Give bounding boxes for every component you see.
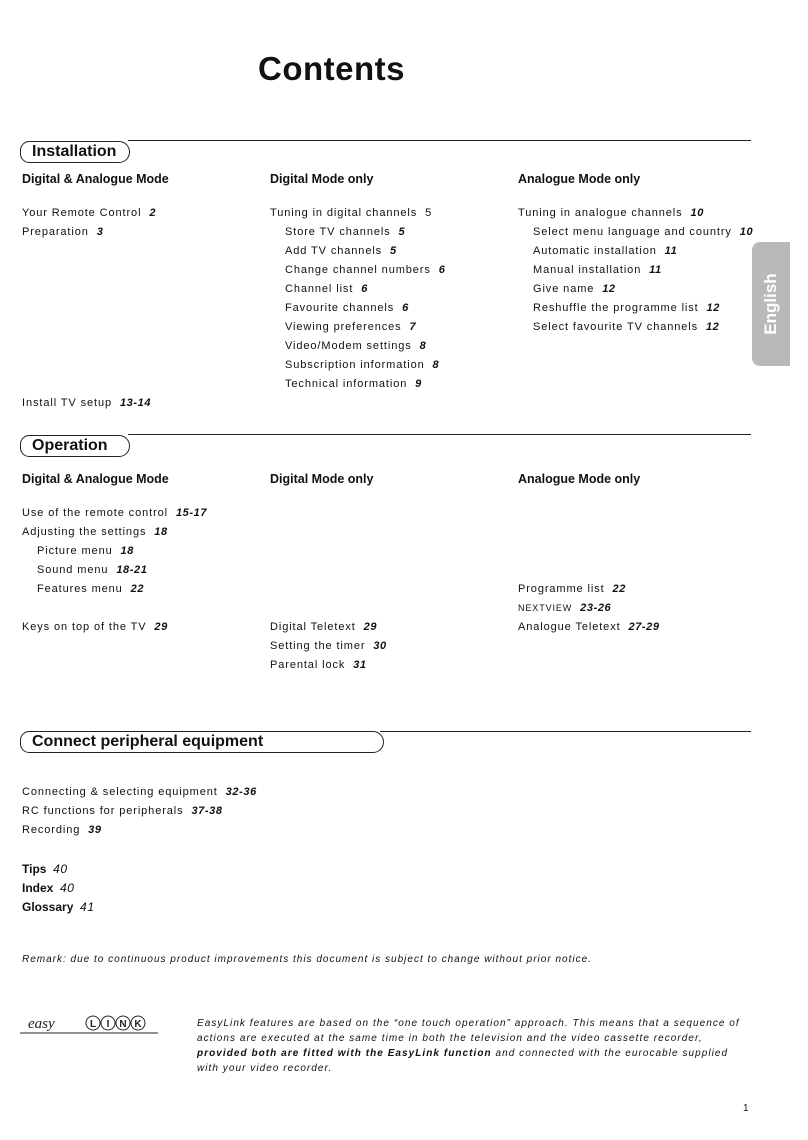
column-header: Digital & Analogue Mode (22, 472, 169, 486)
list-item: Select favourite TV channels 12 (533, 321, 720, 333)
list-item: Connecting & selecting equipment 32-36 (22, 786, 257, 798)
svg-text:I: I (106, 1019, 110, 1030)
svg-text:L: L (89, 1019, 97, 1030)
list-item: Manual installation 11 (533, 264, 662, 276)
column-header: Analogue Mode only (518, 472, 641, 486)
list-item: Tuning in digital channels 5 (270, 207, 433, 219)
section-rule (128, 434, 751, 435)
list-item: Features menu 22 (37, 583, 145, 595)
list-item: Add TV channels 5 (285, 245, 397, 257)
list-item: Favourite channels 6 (285, 302, 409, 314)
list-item: Subscription information 8 (285, 359, 440, 371)
list-item: Video/Modem settings 8 (285, 340, 427, 352)
list-item: Recording 39 (22, 824, 102, 836)
section-heading-installation: Installation (20, 141, 130, 163)
list-item: Change channel numbers 6 (285, 264, 446, 276)
list-item: Install TV setup 13-14 (22, 397, 152, 409)
column-header: Analogue Mode only (518, 172, 641, 186)
list-item: Give name 12 (533, 283, 616, 295)
section-rule (380, 731, 751, 732)
list-item: Use of the remote control 15-17 (22, 507, 208, 519)
svg-text:easy: easy (28, 1016, 55, 1032)
list-item: Adjusting the settings 18 (22, 526, 168, 538)
easylink-description: EasyLink features are based on the “one touch operation” approach. This means that a sequence of actions are executed at the same time in both the television and the video cassette recorder, provided both are fitted with the EasyLink function and connected with the eurocable supplied with your video recorder. (197, 1018, 740, 1074)
section-heading-peripheral: Connect peripheral equipment (20, 731, 384, 753)
column-header: Digital Mode only (270, 172, 374, 186)
svg-text:N: N (119, 1019, 127, 1030)
language-tab-label: English (761, 273, 780, 335)
remark-text: Remark: due to continuous product improvements this document is subject to change without prior notice. (22, 954, 592, 965)
list-item: Viewing preferences 7 (285, 321, 417, 333)
easylink-logo (20, 1010, 160, 1040)
list-item: Sound menu 18-21 (37, 564, 148, 576)
list-item: Tips 40 (22, 862, 68, 876)
list-item: Your Remote Control 2 (22, 207, 157, 219)
list-item: Technical information 9 (285, 378, 422, 390)
list-item: Keys on top of the TV 29 (22, 621, 168, 633)
list-item: Glossary 41 (22, 900, 95, 914)
svg-text:K: K (134, 1019, 142, 1030)
list-item: Analogue Teletext 27-29 (518, 621, 660, 633)
list-item: Store TV channels 5 (285, 226, 406, 238)
language-tab (752, 242, 790, 366)
list-item: Tuning in analogue channels 10 (518, 207, 704, 219)
list-item: Index 40 (22, 881, 75, 895)
list-item: Picture menu 18 (37, 545, 134, 557)
list-item: Reshuffle the programme list 12 (533, 302, 720, 314)
page-title: Contents (258, 50, 405, 87)
list-item: Channel list 6 (285, 283, 368, 295)
list-item: Programme list 22 (518, 583, 626, 595)
section-rule (128, 140, 751, 141)
list-item: NEXTVIEW 23-26 (518, 602, 612, 614)
list-item: Setting the timer 30 (270, 640, 387, 652)
column-header: Digital Mode only (270, 472, 374, 486)
page-number: 1 (743, 1103, 749, 1114)
section-heading-operation: Operation (20, 435, 130, 457)
list-item: Parental lock 31 (270, 659, 367, 671)
list-item: RC functions for peripherals 37-38 (22, 805, 223, 817)
list-item: Preparation 3 (22, 226, 104, 238)
column-header: Digital & Analogue Mode (22, 172, 169, 186)
list-item: Select menu language and country 10 (533, 226, 754, 238)
list-item: Automatic installation 11 (533, 245, 678, 257)
list-item: Digital Teletext 29 (270, 621, 378, 633)
